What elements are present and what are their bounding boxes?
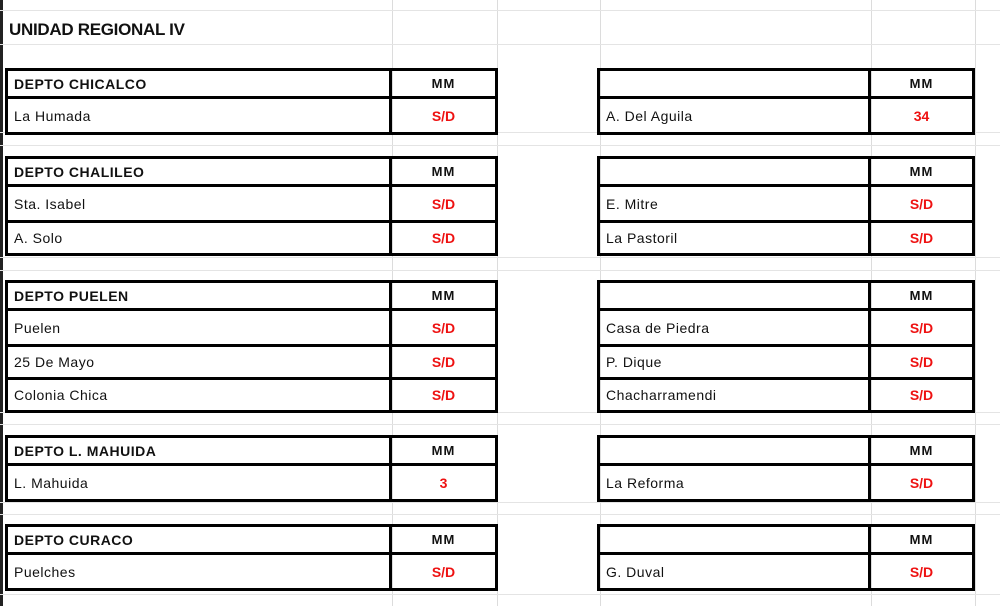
locality-name: G. Duval [597, 555, 871, 591]
table-row [5, 380, 498, 413]
locality-name: Puelen [5, 311, 392, 347]
left-table-3 [5, 435, 498, 502]
mm-value: S/D [871, 466, 975, 502]
table-header-row [597, 524, 975, 555]
mm-value: S/D [392, 555, 498, 591]
table-row [597, 187, 975, 223]
grid-row-line [0, 502, 1000, 503]
locality-name: Sta. Isabel [5, 187, 392, 223]
left-table-2 [5, 280, 498, 413]
sheet-title: UNIDAD REGIONAL IV [9, 20, 185, 39]
mm-column-header: MM [392, 524, 498, 555]
mm-column-header: MM [871, 280, 975, 311]
department-header [597, 280, 871, 311]
table-header-row [597, 156, 975, 187]
table-header-row [597, 68, 975, 99]
sheet-left-edge [0, 0, 3, 606]
table-row [597, 466, 975, 502]
mm-column-header: MM [392, 280, 498, 311]
locality-name: A. Del Aguila [597, 99, 871, 135]
locality-name: La Pastoril [597, 223, 871, 256]
grid-row-line [0, 514, 1000, 515]
mm-value: S/D [392, 311, 498, 347]
table-header-row [5, 156, 498, 187]
mm-value: 34 [871, 99, 975, 135]
mm-value: S/D [871, 347, 975, 380]
mm-value: S/D [871, 187, 975, 223]
mm-column-header: MM [392, 68, 498, 99]
department-header [597, 68, 871, 99]
table-row [5, 347, 498, 380]
left-table-0 [5, 68, 498, 135]
right-table-4 [597, 524, 975, 591]
mm-value: S/D [392, 187, 498, 223]
mm-value: S/D [392, 380, 498, 413]
locality-name: Puelches [5, 555, 392, 591]
right-table-0 [597, 68, 975, 135]
mm-value: S/D [871, 223, 975, 256]
mm-column-header: MM [871, 156, 975, 187]
mm-value: S/D [392, 223, 498, 256]
locality-name: La Humada [5, 99, 392, 135]
table-row [597, 555, 975, 591]
mm-column-header: MM [871, 524, 975, 555]
locality-name: E. Mitre [597, 187, 871, 223]
grid-column-line [975, 0, 976, 606]
department-header: DEPTO L. MAHUIDA [5, 435, 392, 466]
table-header-row [5, 280, 498, 311]
locality-name: Casa de Piedra [597, 311, 871, 347]
table-header-row [597, 280, 975, 311]
grid-row-line [0, 594, 1000, 595]
grid-row-line [0, 424, 1000, 425]
department-header: DEPTO CURACO [5, 524, 392, 555]
mm-column-header: MM [871, 435, 975, 466]
left-table-1 [5, 156, 498, 256]
table-row [597, 380, 975, 413]
table-row [5, 99, 498, 135]
table-row [597, 311, 975, 347]
right-table-1 [597, 156, 975, 256]
department-header [597, 156, 871, 187]
table-header-row [5, 524, 498, 555]
mm-column-header: MM [392, 435, 498, 466]
right-table-3 [597, 435, 975, 502]
table-header-row [597, 435, 975, 466]
table-row [5, 311, 498, 347]
table-row [597, 347, 975, 380]
table-row [5, 223, 498, 256]
department-header [597, 435, 871, 466]
locality-name: A. Solo [5, 223, 392, 256]
mm-value: S/D [392, 99, 498, 135]
locality-name: 25 De Mayo [5, 347, 392, 380]
table-row [5, 555, 498, 591]
grid-row-line [0, 10, 1000, 11]
locality-name: L. Mahuida [5, 466, 392, 502]
department-header: DEPTO CHALILEO [5, 156, 392, 187]
grid-row-line [0, 270, 1000, 271]
table-row [597, 223, 975, 256]
mm-column-header: MM [392, 156, 498, 187]
right-table-2 [597, 280, 975, 413]
locality-name: P. Dique [597, 347, 871, 380]
grid-row-line [0, 44, 1000, 45]
department-header [597, 524, 871, 555]
department-header: DEPTO PUELEN [5, 280, 392, 311]
table-header-row [5, 68, 498, 99]
grid-row-line [0, 145, 1000, 146]
table-header-row [5, 435, 498, 466]
mm-column-header: MM [871, 68, 975, 99]
department-header: DEPTO CHICALCO [5, 68, 392, 99]
mm-value: S/D [871, 311, 975, 347]
mm-value: S/D [871, 555, 975, 591]
left-table-4 [5, 524, 498, 591]
locality-name: Chacharramendi [597, 380, 871, 413]
locality-name: Colonia Chica [5, 380, 392, 413]
mm-value: S/D [392, 347, 498, 380]
grid-row-line [0, 257, 1000, 258]
locality-name: La Reforma [597, 466, 871, 502]
table-row [5, 466, 498, 502]
table-row [5, 187, 498, 223]
table-row [597, 99, 975, 135]
mm-value: 3 [392, 466, 498, 502]
mm-value: S/D [871, 380, 975, 413]
